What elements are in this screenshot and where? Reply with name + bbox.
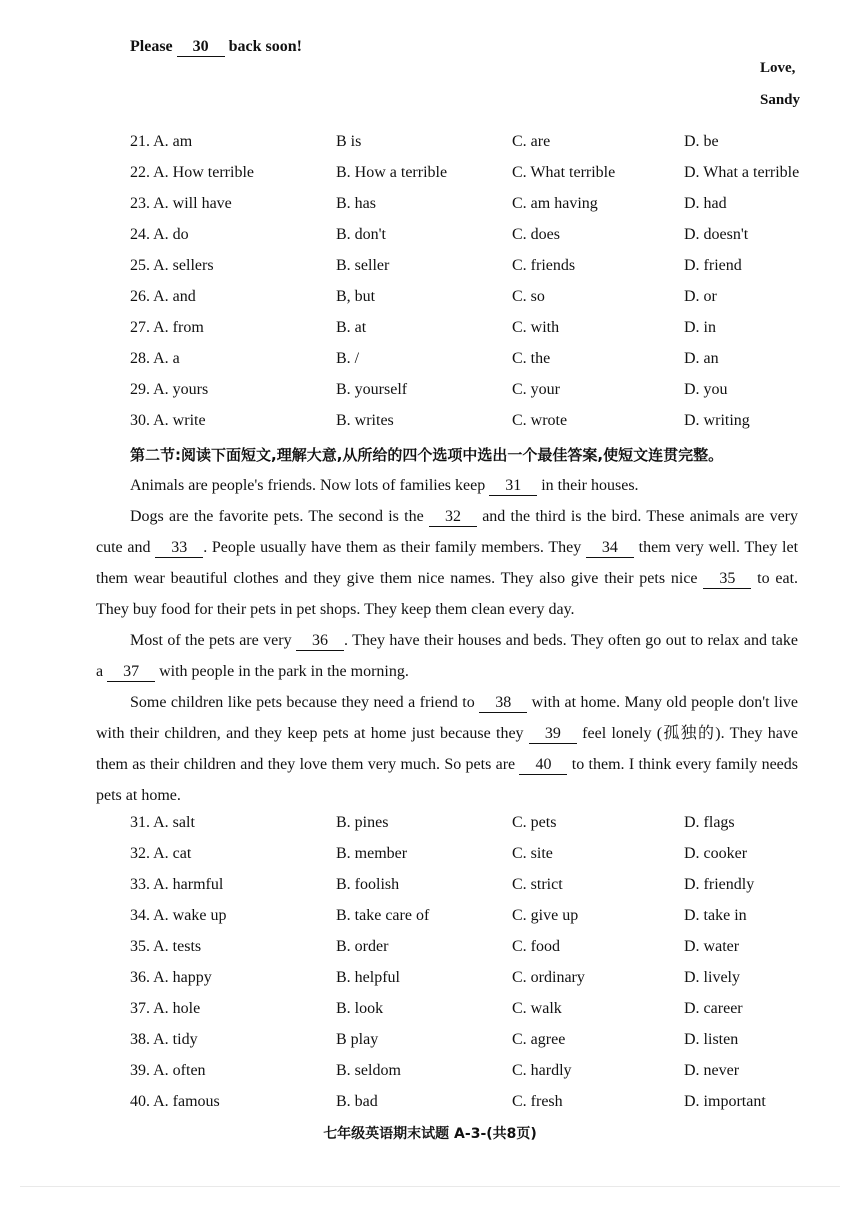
- option-d: D. writing: [684, 412, 750, 429]
- option-b: B, but: [336, 288, 376, 305]
- section-2-heading: 第二节:阅读下面短文,理解大意,从所给的四个选项中选出一个最佳答案,使短文连贯完整。: [130, 446, 724, 464]
- option-a: 32. A. cat: [130, 845, 192, 862]
- closing-text-after: back soon!: [228, 38, 303, 55]
- option-row: [0, 381, 860, 405]
- option-row: [0, 412, 860, 436]
- option-c: C. am having: [512, 195, 598, 212]
- option-d: D. in: [684, 319, 716, 336]
- option-row: [0, 814, 860, 838]
- option-c: C. What terrible: [512, 164, 616, 181]
- option-a: 26. A. and: [130, 288, 196, 305]
- option-row: [0, 226, 860, 250]
- option-row: [0, 845, 860, 869]
- option-row: [0, 907, 860, 931]
- option-d: D. doesn't: [684, 226, 749, 243]
- letter-signature: Sandy: [760, 92, 801, 108]
- option-c: C. are: [512, 133, 551, 150]
- option-a: 29. A. yours: [130, 381, 209, 398]
- option-a: 39. A. often: [130, 1062, 206, 1079]
- option-c: C. ordinary: [512, 969, 585, 986]
- option-b: B. writes: [336, 412, 394, 429]
- option-d: D. you: [684, 381, 728, 398]
- option-a: 40. A. famous: [130, 1093, 220, 1110]
- option-d: D. an: [684, 350, 719, 367]
- option-row: [0, 1031, 860, 1055]
- option-row: [0, 195, 860, 219]
- passage-paragraph-1: Animals are people's friends. Now lots of families keep 31 in their houses.: [130, 477, 639, 494]
- option-d: D. career: [684, 1000, 743, 1017]
- closing-text-before: Please: [130, 38, 173, 55]
- option-row: [0, 876, 860, 900]
- option-row: [0, 938, 860, 962]
- option-c: C. friends: [512, 257, 576, 274]
- letter-signoff: Love,: [760, 60, 796, 76]
- blank-33: 33: [155, 539, 203, 558]
- option-row: [0, 288, 860, 312]
- option-b: B. bad: [336, 1093, 378, 1110]
- option-b: B. helpful: [336, 969, 400, 986]
- option-c: C. the: [512, 350, 551, 367]
- option-a: 35. A. tests: [130, 938, 202, 955]
- blank-39: 39: [529, 725, 577, 744]
- option-row: [0, 1093, 860, 1117]
- option-d: D. important: [684, 1093, 766, 1110]
- option-row: [0, 1062, 860, 1086]
- option-d: D. flags: [684, 814, 735, 831]
- option-a: 33. A. harmful: [130, 876, 224, 893]
- option-b: B. don't: [336, 226, 386, 243]
- option-d: D. lively: [684, 969, 740, 986]
- option-row: [0, 133, 860, 157]
- option-d: D. water: [684, 938, 740, 955]
- letter-closing-line: [130, 38, 302, 57]
- blank-40: 40: [519, 756, 567, 775]
- passage-paragraph-2: Dogs are the favorite pets. The second is the 32 and the third is the bird. These animals are very cute and 33 . People usually have them as their family members. They 34 them very well. They let them wear beautiful clothes and they give them nice names. They also give their pets nice 35 to eat. They buy food for their pets in pet shops. They keep them clean every day.: [96, 508, 799, 618]
- option-c: C. site: [512, 845, 553, 862]
- option-a: 38. A. tidy: [130, 1031, 198, 1048]
- option-a: 27. A. from: [130, 319, 204, 336]
- passage-paragraph-4: Some children like pets because they need a friend to 38 with at home. Many old people don't live with their children, and they keep pets at home just because they 39 feel lonely (孤独的). They have them as their children and they love them very much. So pets are 40 to them. I think every family needs pets at home.: [96, 694, 799, 804]
- option-c: C. strict: [512, 876, 563, 893]
- option-row: [0, 350, 860, 374]
- option-d: D. had: [684, 195, 727, 212]
- blank-30: 30: [177, 38, 225, 57]
- option-b: B. How a terrible: [336, 164, 448, 181]
- option-d: D. friendly: [684, 876, 755, 893]
- option-d: D. friend: [684, 257, 742, 274]
- blank-35: 35: [703, 570, 751, 589]
- option-b: B. /: [336, 350, 360, 367]
- option-d: D. What a terrible: [684, 164, 800, 181]
- blank-37: 37: [107, 663, 155, 682]
- option-b: B. seldom: [336, 1062, 401, 1079]
- option-b: B is: [336, 133, 362, 150]
- option-a: 30. A. write: [130, 412, 206, 429]
- option-c: C. pets: [512, 814, 557, 831]
- option-d: D. listen: [684, 1031, 739, 1048]
- option-c: C. give up: [512, 907, 579, 924]
- option-b: B. foolish: [336, 876, 400, 893]
- blank-31: 31: [489, 477, 537, 496]
- option-b: B. yourself: [336, 381, 408, 398]
- option-b: B. at: [336, 319, 367, 336]
- option-d: D. never: [684, 1062, 740, 1079]
- option-d: D. take in: [684, 907, 747, 924]
- option-row: [0, 257, 860, 281]
- option-c: C. does: [512, 226, 560, 243]
- option-d: D. be: [684, 133, 719, 150]
- option-c: C. with: [512, 319, 560, 336]
- option-row: [0, 164, 860, 188]
- option-c: C. food: [512, 938, 560, 955]
- option-a: 23. A. will have: [130, 195, 232, 212]
- option-b: B. member: [336, 845, 408, 862]
- option-b: B. has: [336, 195, 376, 212]
- option-c: C. wrote: [512, 412, 568, 429]
- option-a: 25. A. sellers: [130, 257, 214, 274]
- option-row: [0, 1000, 860, 1024]
- option-a: 21. A. am: [130, 133, 193, 150]
- option-c: C. so: [512, 288, 545, 305]
- option-c: C. agree: [512, 1031, 566, 1048]
- blank-36: 36: [296, 632, 344, 651]
- option-a: 24. A. do: [130, 226, 189, 243]
- option-b: B. look: [336, 1000, 384, 1017]
- option-a: 36. A. happy: [130, 969, 212, 986]
- option-b: B. seller: [336, 257, 390, 274]
- option-c: C. hardly: [512, 1062, 572, 1079]
- option-d: D. cooker: [684, 845, 748, 862]
- option-b: B. pines: [336, 814, 389, 831]
- blank-32: 32: [429, 508, 477, 527]
- option-d: D. or: [684, 288, 717, 305]
- page-footer: 七年级英语期末试题 A-3-(共8页): [323, 1126, 537, 1142]
- option-c: C. your: [512, 381, 560, 398]
- scan-edge-divider: [20, 1186, 840, 1187]
- option-c: C. walk: [512, 1000, 562, 1017]
- option-b: B play: [336, 1031, 379, 1048]
- option-b: B. order: [336, 938, 389, 955]
- passage-paragraph-3: Most of the pets are very 36 . They have their houses and beds. They often go out to relax and take a 37 with people in the park in the morning.: [96, 632, 799, 680]
- option-row: [0, 319, 860, 343]
- option-c: C. fresh: [512, 1093, 563, 1110]
- option-row: [0, 969, 860, 993]
- option-b: B. take care of: [336, 907, 430, 924]
- blank-38: 38: [479, 694, 527, 713]
- blank-34: 34: [586, 539, 634, 558]
- option-a: 37. A. hole: [130, 1000, 201, 1017]
- option-a: 22. A. How terrible: [130, 164, 254, 181]
- option-a: 31. A. salt: [130, 814, 195, 831]
- option-a: 34. A. wake up: [130, 907, 227, 924]
- option-a: 28. A. a: [130, 350, 180, 367]
